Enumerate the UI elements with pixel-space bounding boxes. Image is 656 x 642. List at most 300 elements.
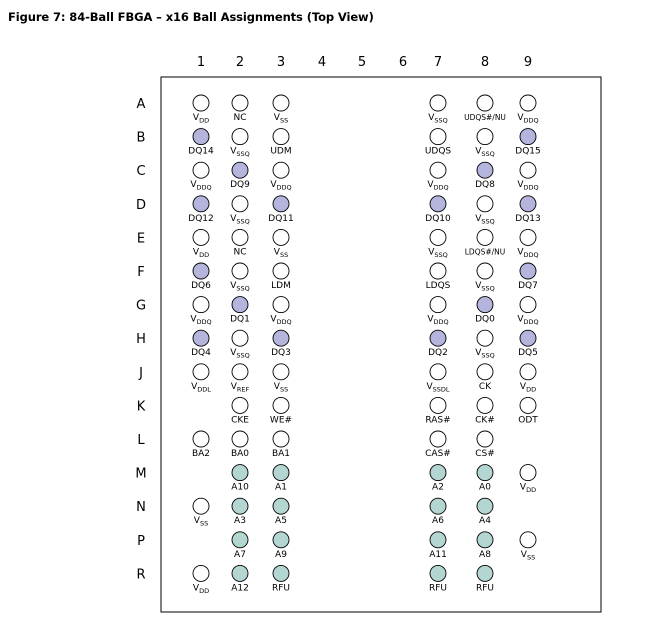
ball-label [475,449,495,459]
ball-label [270,415,292,425]
ball-circle [477,397,493,413]
ball-circle [520,532,536,548]
ball-F9 [518,263,538,291]
ball-circle [520,297,536,313]
ball-label [190,180,211,192]
ball-label-text: A0 [479,482,491,493]
ball-label-text: CKE [231,415,249,426]
ball-label [230,281,250,293]
ball-circle [273,196,289,212]
ball-label-subscript: DD [526,486,537,495]
ball-label-text: DQ10 [425,213,451,224]
ball-label-text: V [190,314,197,325]
ball-circle [232,431,248,447]
ball-label-text: DQ3 [271,348,291,359]
ball-circle [273,532,289,548]
ball-label-text: RAS# [425,415,451,426]
ball-label [275,483,287,493]
ball-label [274,382,288,394]
ball-label [515,214,540,224]
ball-J9 [520,364,536,394]
ball-B3 [270,129,291,157]
ball-circle [273,498,289,514]
ball-D9 [515,196,540,224]
ball-label-subscript: SSQ [434,116,448,125]
row-header: A [136,97,146,112]
ball-E9 [517,229,538,259]
ball-circle [477,196,493,212]
ball-label [231,449,249,459]
ball-circle [193,297,209,313]
ball-label [520,382,536,394]
ball-circle [430,431,446,447]
ball-D1 [188,196,213,224]
ball-label-subscript: DDQ [523,183,539,192]
row-header: G [135,298,147,314]
ball-P2 [232,532,248,560]
ball-label [521,550,535,562]
ball-label-text: A12 [231,583,249,594]
ball-H7 [428,330,448,358]
ball-label-subscript: SSQ [481,217,495,226]
ball-label-text: V [190,180,197,191]
row-header: P [137,533,145,549]
ball-label-text: DQ4 [191,348,211,359]
ball-label-subscript: REF [236,385,250,394]
ball-circle [430,565,446,581]
ball-label-text: V [519,482,527,493]
ball-label-text: V [519,381,527,392]
row-header: L [137,433,145,448]
ball-M3 [273,465,289,493]
ball-label [233,247,246,257]
ball-circle [520,95,536,111]
ball-label-subscript: SSQ [236,150,250,159]
ball-label [231,415,249,425]
ball-M7 [430,465,446,493]
ball-label-subscript: DDQ [276,183,292,192]
ball-circle [520,263,536,279]
ball-circle [430,330,446,346]
ball-L8 [475,431,495,459]
ball-circle [430,229,446,245]
ball-label-subscript: SS [199,519,209,528]
ball-E8 [465,229,506,256]
ball-label-text: A5 [275,516,287,527]
ball-circle [520,129,536,145]
ball-circle [273,397,289,413]
ball-circle [232,95,248,111]
ball-circle [430,364,446,380]
ball-circle [232,162,248,178]
ball-circle [477,229,493,245]
ball-A2 [232,95,248,123]
ball-circle [430,297,446,313]
ball-label [432,516,444,526]
column-header: 1 [196,55,206,70]
ball-label-text: DQ11 [268,213,294,224]
ball-label-text: V [428,247,435,258]
ball-label [231,382,250,394]
ball-E1 [193,229,209,259]
ball-label [425,147,452,157]
ball-label [479,483,491,493]
ball-label-text: V [475,348,482,359]
ball-circle [430,95,446,111]
ball-J3 [273,364,289,394]
row-header: F [137,265,145,280]
ball-label-subscript: SSQ [236,217,250,226]
ball-label-subscript: SS [279,250,289,259]
row-header: N [136,500,146,516]
ball-K9 [518,397,538,425]
column-header: 2 [235,55,245,70]
ball-label-text: BA2 [191,449,211,459]
ball-R2 [231,565,249,593]
ball-N2 [232,498,248,526]
ball-label-text: V [517,247,524,258]
ball-G3 [270,297,291,327]
column-header: 9 [523,55,533,70]
ball-label-text: V [230,281,237,291]
ball-D3 [268,196,293,224]
ball-label [268,214,293,224]
ball-C7 [427,162,448,192]
ball-label [270,180,291,192]
ball-D7 [425,196,451,224]
ball-label-text: DQ7 [518,281,538,291]
ball-circle [232,498,248,514]
ball-circle [477,330,493,346]
page-title: Figure 7: 84-Ball FBGA – x16 Ball Assignments (Top View) [8,10,374,24]
ball-label-text: V [230,381,237,392]
ball-label-text: WE# [269,415,293,426]
ball-B8 [475,129,495,159]
ball-B2 [230,129,250,159]
ball-label-subscript: SSQ [481,284,495,293]
ball-G9 [517,297,538,327]
ball-E3 [273,229,289,259]
ball-B7 [425,129,452,157]
ball-label-text: CS# [475,449,495,459]
ball-label [432,483,444,493]
ball-A3 [273,95,289,125]
ball-circle [477,565,493,581]
ball-circle [193,196,209,212]
ball-label-subscript: DDL [197,385,211,394]
ball-circle [273,330,289,346]
row-header: M [135,466,147,482]
ball-label [428,348,448,358]
ball-label [230,180,250,190]
ball-G2 [230,297,250,325]
ball-A8 [464,95,506,122]
ball-R8 [476,565,494,593]
row-header: E [136,231,146,247]
ball-C9 [517,162,538,192]
ball-label [427,180,448,192]
ball-circle [430,263,446,279]
ball-circle [477,95,493,111]
ball-label [479,550,491,560]
ball-H2 [230,330,250,360]
ball-label-text: V [270,314,277,325]
ball-label-text: A10 [231,482,249,493]
ball-label [274,113,288,125]
ball-label-text: A9 [275,549,287,560]
ball-circle [193,565,209,581]
ball-label [429,550,447,560]
ball-label [475,147,495,159]
ball-circle [520,196,536,212]
ball-label-text: A11 [429,549,447,560]
ball-label-subscript: SSDL [432,385,450,394]
ball-circle [193,95,209,111]
column-header: 5 [357,55,367,70]
ball-label-text: DQ8 [475,180,495,191]
ball-label-text: A4 [479,516,491,527]
ball-circle [232,465,248,481]
ball-circle [273,431,289,447]
ball-R3 [272,565,290,593]
ball-L3 [272,431,290,459]
ball-label-text: A7 [234,549,246,560]
ball-D8 [475,196,495,226]
ball-label [428,113,448,125]
ball-label [479,516,491,526]
ball-C3 [270,162,291,192]
ball-circle [430,498,446,514]
ball-label [518,281,538,291]
ball-circle [273,297,289,313]
ball-label [475,315,495,325]
ball-label-subscript: DDQ [433,318,449,327]
ball-label [231,483,249,493]
column-headers [197,55,532,70]
ball-label [429,583,447,593]
ball-L7 [425,431,451,459]
ball-circle [430,196,446,212]
ball-label-text: V [426,381,433,392]
package-outline [161,77,601,612]
ball-label-text: LDM [271,281,291,291]
ball-circle [520,465,536,481]
ball-circle [232,263,248,279]
ball-label [518,348,538,358]
ball-label [231,583,249,593]
ball-label [425,415,450,425]
ball-label [426,382,449,394]
ball-label [271,348,291,358]
ball-P3 [273,532,289,560]
ball-circle [193,263,209,279]
ball-L2 [231,431,249,459]
ball-D2 [230,196,250,226]
ball-G1 [190,297,211,327]
ball-circle [430,532,446,548]
ball-F2 [230,263,250,293]
ball-C1 [190,162,211,192]
ball-G7 [427,297,448,327]
ball-label-text: RFU [475,583,495,594]
ball-label-text: DQ13 [515,213,541,224]
ball-J2 [231,364,250,394]
ball-label-text: V [273,113,280,123]
ball-label [190,315,211,327]
ball-label-text: NC [233,113,247,123]
ball-label-text: V [427,314,434,325]
row-header: K [136,399,146,415]
ball-circle [232,129,248,145]
ball-label-text: ODT [518,415,538,426]
ball-F1 [191,263,211,291]
ball-circle [193,330,209,346]
ball-label [188,214,213,224]
ball-label [234,516,246,526]
ball-label-text: UDQS [424,146,452,157]
ball-M8 [477,465,493,493]
ball-label-text: RFU [428,583,448,594]
ball-circle [232,364,248,380]
ball-circle [520,397,536,413]
ball-label-subscript: DD [199,586,210,595]
ball-label-text: NC [233,247,247,258]
ball-circle [273,95,289,111]
ball-circle [430,397,446,413]
ball-M2 [231,465,249,493]
ball-label-text: V [230,146,237,157]
ball-label [233,113,246,123]
ball-P9 [520,532,536,562]
ball-circle [193,431,209,447]
ball-label-text: DQ9 [230,180,250,191]
ball-J1 [191,364,211,394]
ball-K7 [425,397,450,425]
ball-label [425,449,451,459]
ball-label-text: V [273,381,280,392]
ball-label-text: V [230,348,237,359]
ball-label-subscript: SS [279,385,289,394]
ball-label-text: V [520,549,527,560]
ball-H8 [475,330,495,360]
ball-label-text: V [192,113,200,123]
ball-label-text: A3 [234,516,246,527]
ball-circle [232,297,248,313]
ball-circle [193,162,209,178]
ball-label [464,113,506,122]
ball-label-text: V [475,213,482,224]
row-header: J [139,365,143,381]
ball-R7 [429,565,447,593]
ball-circle [477,129,493,145]
ball-F8 [475,263,495,293]
ball-H1 [191,330,211,358]
column-header: 8 [480,55,490,70]
ball-J7 [426,364,449,394]
ball-E2 [232,229,248,257]
ball-label-subscript: SSQ [236,351,250,360]
ball-label [476,583,494,593]
ball-E7 [428,229,448,259]
ball-label [191,348,211,358]
ball-label [230,147,250,159]
ball-label [475,415,495,425]
row-header: C [136,164,146,180]
ball-label [230,348,250,360]
ball-circle [520,229,536,245]
ball-label [475,214,495,226]
ball-circle [430,129,446,145]
ball-label [230,214,250,226]
ball-label [193,113,209,125]
ball-B1 [188,129,214,157]
ball-circle [232,565,248,581]
ball-label-text: V [428,113,435,123]
ball-label [515,147,540,157]
ball-label-text: V [230,213,237,224]
ball-label-text: CK# [475,415,495,426]
ball-label-text: DQ6 [191,281,211,291]
ball-circle [273,162,289,178]
ball-circle [520,162,536,178]
ball-label-text: V [273,247,280,258]
ball-label-text: DQ2 [428,348,448,359]
ball-circle [273,263,289,279]
ball-label [475,180,495,190]
ball-label-subscript: SSQ [236,284,250,293]
ball-label-text: V [193,516,200,527]
ball-label [517,247,538,259]
ball-label-text: A1 [275,482,287,493]
ball-A1 [193,95,209,125]
ball-label-text: RFU [271,583,291,594]
ball-label-subscript: DDQ [196,183,212,192]
ball-circle [477,263,493,279]
ball-circle [232,196,248,212]
ball-label [465,247,506,256]
ball-label [475,348,495,360]
ball-H9 [518,330,538,358]
ball-label-subscript: DDQ [523,318,539,327]
ball-label [191,281,211,291]
ball-label-subscript: SSQ [481,351,495,360]
column-header: 3 [276,55,286,70]
ball-label [270,315,291,327]
ball-label-text: BA1 [271,449,291,459]
ball-A7 [428,95,448,125]
ball-label-text: A6 [432,516,444,527]
ball-B9 [515,129,540,157]
ball-label [518,415,538,425]
ball-C2 [230,162,250,190]
ball-label-subscript: DD [526,385,537,394]
ball-A9 [517,95,538,125]
ball-circle [193,498,209,514]
ball-label [193,247,209,259]
ball-circle [477,162,493,178]
ball-label [188,147,214,157]
ball-label [427,315,448,327]
ball-P7 [429,532,447,560]
ball-J8 [477,364,493,392]
ball-circle [232,532,248,548]
ball-label [272,583,290,593]
ball-circle [477,465,493,481]
ball-circle [273,364,289,380]
ball-circle [477,364,493,380]
ball-label [270,147,291,157]
ball-circle [477,498,493,514]
